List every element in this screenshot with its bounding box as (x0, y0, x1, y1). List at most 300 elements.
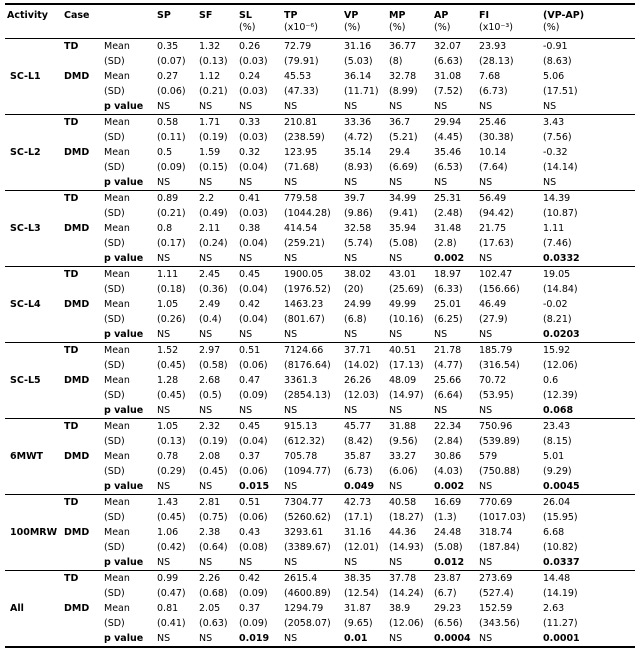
p-value-cell: NS (157, 252, 171, 264)
value-cell: (6.33) (434, 283, 463, 295)
p-value-cell: NS (157, 100, 171, 112)
value-cell: (7.52) (434, 85, 463, 97)
value-cell: (0.11) (157, 131, 186, 143)
p-value-cell: 0.0045 (543, 480, 580, 492)
stat-label: (SD) (104, 283, 125, 295)
value-cell: 34.99 (387, 191, 432, 207)
case-cell: TD (62, 343, 102, 374)
case-cell (62, 175, 102, 191)
p-value-cell: NS (434, 100, 448, 112)
p-value-cell: NS (199, 328, 213, 340)
value-cell: 2.2 (197, 191, 237, 207)
value-cell: 0.6 (543, 374, 559, 386)
value-cell: 32.58 (344, 222, 372, 234)
value-cell: 35.94 (389, 222, 417, 234)
p-value-cell: NS (199, 100, 213, 112)
value-cell: 2.49 (199, 298, 221, 310)
value-cell: (8.93) (344, 161, 373, 173)
value-cell: (6.63) (434, 55, 463, 67)
value-cell: (14.24) (389, 587, 424, 599)
stat-label: (SD) (104, 85, 125, 97)
value-cell: 31.08 (434, 70, 462, 82)
value-cell: (4.45) (434, 131, 463, 143)
value-cell: (0.42) (157, 541, 186, 553)
activity-cell: SC-L1 (5, 39, 62, 115)
value-cell: 35.14 (344, 146, 372, 158)
p-value-cell: NS (543, 176, 557, 188)
value-cell: 56.49 (477, 191, 541, 207)
value-cell: 1.71 (197, 115, 237, 131)
value-cell: (8.99) (389, 85, 418, 97)
value-cell: (6.25) (434, 313, 463, 325)
value-cell: 7124.66 (282, 343, 342, 359)
value-cell: (8.15) (543, 435, 572, 447)
value-cell: (12.06) (543, 359, 578, 371)
table-row (5, 39, 635, 55)
p-value-cell: NS (479, 328, 493, 340)
value-cell: (4.03) (434, 465, 463, 477)
p-value-cell: NS (157, 556, 171, 568)
column-unit (104, 22, 153, 34)
value-cell: 46.49 (479, 298, 507, 310)
value-cell: (0.19) (199, 131, 228, 143)
value-cell: 3361.3 (284, 374, 318, 386)
value-cell: (0.09) (239, 389, 268, 401)
value-cell: (0.64) (199, 541, 228, 553)
p-value-cell: NS (284, 252, 298, 264)
value-cell: (316.54) (479, 359, 520, 371)
value-cell: 0.43 (239, 526, 261, 538)
value-cell: (20) (344, 283, 364, 295)
p-value-cell: NS (479, 252, 493, 264)
value-cell: 0.38 (239, 222, 261, 234)
column-header-vp (342, 4, 387, 39)
p-value-cell: NS (434, 328, 448, 340)
value-cell: (0.26) (157, 313, 186, 325)
value-cell: (5260.62) (284, 511, 331, 523)
table-row (5, 419, 635, 435)
value-cell: 70.72 (479, 374, 507, 386)
value-cell: (11.27) (543, 617, 578, 629)
value-cell: (17.63) (479, 237, 514, 249)
value-cell: (10.82) (543, 541, 578, 553)
value-cell: (539.89) (479, 435, 520, 447)
value-cell: (14.02) (344, 359, 379, 371)
value-cell: (18.27) (389, 511, 424, 523)
column-label: AP (434, 10, 449, 21)
value-cell: (0.18) (157, 283, 186, 295)
p-value-cell: NS (389, 252, 403, 264)
case-cell: TD (62, 39, 102, 70)
value-cell: (0.06) (239, 511, 268, 523)
value-cell: (7.64) (479, 161, 508, 173)
value-cell: 45.77 (342, 419, 387, 435)
value-cell: 0.45 (237, 419, 282, 435)
table-body (5, 39, 635, 648)
value-cell: (11.71) (344, 85, 379, 97)
value-cell: (8.63) (543, 55, 572, 67)
value-cell: 39.7 (342, 191, 387, 207)
value-cell: 26.26 (344, 374, 372, 386)
value-cell: 1.32 (197, 39, 237, 55)
stat-label: (SD) (104, 435, 125, 447)
value-cell: 25.01 (434, 298, 462, 310)
value-cell: (0.45) (199, 465, 228, 477)
p-value-cell: 0.0337 (543, 556, 580, 568)
value-cell: 750.96 (477, 419, 541, 435)
stat-label: Mean (104, 70, 130, 82)
value-cell: (7.46) (543, 237, 572, 249)
value-cell: (17.13) (389, 359, 424, 371)
activity-cell: SC-L3 (5, 191, 62, 267)
column-unit: (%) (543, 22, 560, 33)
value-cell: 26.04 (541, 495, 635, 511)
p-value-cell: 0.0001 (543, 632, 580, 644)
value-cell: 0.32 (239, 146, 261, 158)
p-value-cell: NS (344, 404, 358, 416)
value-cell: 0.89 (155, 191, 197, 207)
value-cell: 35.87 (344, 450, 372, 462)
value-cell: (6.69) (389, 161, 418, 173)
value-cell: (47.33) (284, 85, 319, 97)
value-cell: -0.02 (543, 298, 568, 310)
stat-label: Mean (102, 191, 155, 207)
value-cell: (0.07) (157, 55, 186, 67)
table-row (5, 251, 635, 267)
stat-label: Mean (104, 526, 130, 538)
stat-label: (SD) (104, 511, 125, 523)
case-cell (62, 631, 102, 647)
value-cell: 0.47 (239, 374, 261, 386)
value-cell: (0.45) (157, 359, 186, 371)
table-row (5, 571, 635, 587)
value-cell: (0.04) (239, 161, 268, 173)
value-cell: (0.06) (239, 465, 268, 477)
value-cell: 0.51 (237, 343, 282, 359)
value-cell: 915.13 (282, 419, 342, 435)
p-value-cell: 0.002 (434, 480, 465, 492)
value-cell: (1.3) (434, 511, 457, 523)
value-cell: 0.8 (157, 222, 173, 234)
value-cell: (801.67) (284, 313, 325, 325)
column-label: SL (239, 10, 252, 21)
value-cell: 1.59 (199, 146, 221, 158)
value-cell: (4.72) (344, 131, 373, 143)
value-cell: 1.05 (155, 419, 197, 435)
activity-cell: 6MWT (5, 419, 62, 495)
activity-cell: SC-L2 (5, 115, 62, 191)
value-cell: 1.06 (157, 526, 179, 538)
column-label: SP (157, 10, 171, 21)
value-cell: (10.87) (543, 207, 578, 219)
case-cell (62, 479, 102, 495)
value-cell: 72.79 (282, 39, 342, 55)
p-value-cell: NS (344, 100, 358, 112)
value-cell: 5.06 (543, 70, 565, 82)
p-value-cell: 0.012 (434, 556, 465, 568)
value-cell: 273.69 (477, 571, 541, 587)
value-cell: (0.45) (157, 511, 186, 523)
case-cell (62, 327, 102, 343)
value-cell: 0.81 (157, 602, 179, 614)
p-value-cell: NS (157, 632, 171, 644)
column-header-mp (387, 4, 432, 39)
value-cell: (0.5) (199, 389, 222, 401)
value-cell: 318.74 (479, 526, 513, 538)
p-value-cell: NS (389, 176, 403, 188)
value-cell: 40.58 (387, 495, 432, 511)
value-cell: (9.41) (389, 207, 418, 219)
value-cell: (1017.03) (479, 511, 526, 523)
value-cell: 0.24 (239, 70, 261, 82)
value-cell: (12.06) (389, 617, 424, 629)
stat-label: (SD) (104, 161, 125, 173)
value-cell: (94.42) (479, 207, 514, 219)
value-cell: (5.03) (344, 55, 373, 67)
p-value-cell: NS (157, 328, 171, 340)
value-cell: 0.37 (239, 450, 261, 462)
value-cell: 36.14 (344, 70, 372, 82)
p-value-cell: NS (344, 328, 358, 340)
value-cell: (4600.89) (284, 587, 331, 599)
p-value-label: p value (104, 556, 144, 568)
stat-label: Mean (104, 602, 130, 614)
p-value-label: p value (104, 176, 144, 188)
case-cell: DMD (64, 222, 90, 234)
value-cell: 37.78 (387, 571, 432, 587)
case-cell: TD (62, 267, 102, 298)
p-value-cell: 0.019 (239, 632, 270, 644)
value-cell: (0.47) (157, 587, 186, 599)
column-label: SF (199, 10, 213, 21)
value-cell: (6.53) (434, 161, 463, 173)
column-unit: (%) (389, 22, 406, 33)
value-cell: (0.04) (239, 313, 268, 325)
value-cell: 1900.05 (282, 267, 342, 283)
value-cell: 6.68 (543, 526, 565, 538)
value-cell: (0.17) (157, 237, 186, 249)
column-unit: (x10⁻⁶) (284, 22, 318, 33)
value-cell: (25.69) (389, 283, 424, 295)
value-cell: (0.03) (239, 207, 268, 219)
value-cell: 25.31 (432, 191, 477, 207)
value-cell: (750.88) (479, 465, 520, 477)
p-value-cell: NS (389, 404, 403, 416)
value-cell: 5.01 (543, 450, 565, 462)
value-cell: 779.58 (282, 191, 342, 207)
value-cell: (8.42) (344, 435, 373, 447)
value-cell: (6.64) (434, 389, 463, 401)
stat-label: (SD) (104, 207, 125, 219)
column-unit (64, 22, 100, 34)
value-cell: (0.24) (199, 237, 228, 249)
p-value-cell: NS (199, 480, 213, 492)
value-cell: 29.94 (432, 115, 477, 131)
stat-label: (SD) (104, 237, 125, 249)
value-cell: 1.05 (157, 298, 179, 310)
column-header-activity (5, 4, 62, 39)
p-value-cell: 0.01 (344, 632, 368, 644)
value-cell: 0.41 (237, 191, 282, 207)
table-row (5, 479, 635, 495)
value-cell: 1.52 (155, 343, 197, 359)
value-cell: 30.86 (434, 450, 462, 462)
table-row (5, 267, 635, 283)
value-cell: 2.05 (199, 602, 221, 614)
value-cell: 152.59 (479, 602, 513, 614)
p-value-cell: NS (344, 556, 358, 568)
value-cell: 0.37 (239, 602, 261, 614)
stat-label: (SD) (104, 313, 125, 325)
value-cell: 2.26 (197, 571, 237, 587)
case-cell: DMD (64, 70, 90, 82)
value-cell: (0.15) (199, 161, 228, 173)
case-cell: TD (62, 191, 102, 222)
column-label: Activity (7, 10, 48, 21)
p-value-cell: NS (239, 404, 253, 416)
value-cell: (0.04) (239, 283, 268, 295)
column-label: MP (389, 10, 406, 21)
p-value-label: p value (104, 328, 144, 340)
value-cell: (12.01) (344, 541, 379, 553)
column-label: VP (344, 10, 359, 21)
value-cell: 23.87 (432, 571, 477, 587)
p-value-cell: NS (389, 328, 403, 340)
p-value-cell: NS (434, 404, 448, 416)
value-cell: 770.69 (477, 495, 541, 511)
p-value-cell: NS (199, 252, 213, 264)
value-cell: (71.68) (284, 161, 319, 173)
value-cell: 1.43 (155, 495, 197, 511)
value-cell: (2058.07) (284, 617, 331, 629)
value-cell: 36.77 (387, 39, 432, 55)
value-cell: (156.66) (479, 283, 520, 295)
value-cell: 33.27 (389, 450, 417, 462)
value-cell: 33.36 (342, 115, 387, 131)
value-cell: 31.88 (387, 419, 432, 435)
p-value-cell: NS (239, 100, 253, 112)
stat-label: (SD) (104, 55, 125, 67)
stat-label: Mean (102, 419, 155, 435)
value-cell: 16.69 (432, 495, 477, 511)
value-cell: 3.43 (541, 115, 635, 131)
header-row (5, 4, 635, 39)
table-row (5, 191, 635, 207)
table-row (5, 555, 635, 571)
value-cell: (0.09) (239, 587, 268, 599)
value-cell: 3293.61 (284, 526, 324, 538)
p-value-cell: NS (479, 100, 493, 112)
value-cell: 0.42 (239, 298, 261, 310)
table-row (5, 373, 635, 388)
p-value-cell: NS (344, 252, 358, 264)
value-cell: (6.8) (344, 313, 367, 325)
value-cell: 1.12 (199, 70, 221, 82)
value-cell: -0.32 (543, 146, 568, 158)
value-cell: (9.65) (344, 617, 373, 629)
table-header (5, 4, 635, 39)
value-cell: (0.49) (199, 207, 228, 219)
value-cell: (9.86) (344, 207, 373, 219)
value-cell: (0.09) (239, 617, 268, 629)
value-cell: 40.51 (387, 343, 432, 359)
table-row (5, 175, 635, 191)
value-cell: (4.77) (434, 359, 463, 371)
value-cell: 0.99 (155, 571, 197, 587)
value-cell: 0.26 (237, 39, 282, 55)
value-cell: 0.35 (155, 39, 197, 55)
value-cell: 38.35 (342, 571, 387, 587)
p-value-cell: 0.0203 (543, 328, 580, 340)
stat-label: Mean (102, 267, 155, 283)
value-cell: 2.63 (543, 602, 565, 614)
p-value-cell: NS (157, 404, 171, 416)
value-cell: (15.95) (543, 511, 578, 523)
value-cell: 0.78 (157, 450, 179, 462)
value-cell: 45.53 (284, 70, 312, 82)
stat-label: Mean (102, 571, 155, 587)
case-cell: DMD (64, 450, 90, 462)
p-value-label: p value (104, 632, 144, 644)
table-row (5, 343, 635, 359)
value-cell: (79.91) (284, 55, 319, 67)
value-cell: (0.03) (239, 55, 268, 67)
value-cell: 49.99 (389, 298, 417, 310)
value-cell: (2.48) (434, 207, 463, 219)
value-cell: 23.43 (541, 419, 635, 435)
activity-cell: SC-L5 (5, 343, 62, 419)
column-unit: (x10⁻³) (479, 22, 513, 33)
case-cell (62, 99, 102, 115)
value-cell: (0.03) (239, 131, 268, 143)
value-cell: 7.68 (479, 70, 501, 82)
value-cell: 2.11 (199, 222, 221, 234)
value-cell: 0.5 (157, 146, 173, 158)
column-header-ap (432, 4, 477, 39)
activity-cell: All (5, 571, 62, 648)
value-cell: 25.66 (434, 374, 462, 386)
value-cell: (0.29) (157, 465, 186, 477)
value-cell: (6.73) (479, 85, 508, 97)
table-row (5, 145, 635, 160)
value-cell: (0.13) (199, 55, 228, 67)
value-cell: 42.73 (342, 495, 387, 511)
table-row (5, 525, 635, 540)
value-cell: (0.04) (239, 237, 268, 249)
p-value-label: p value (104, 252, 144, 264)
column-unit (157, 22, 195, 34)
value-cell: (5.08) (434, 541, 463, 553)
value-cell: 48.09 (389, 374, 417, 386)
value-cell: (527.4) (479, 587, 514, 599)
p-value-cell: 0.0004 (434, 632, 471, 644)
stat-label: Mean (102, 115, 155, 131)
p-value-cell: NS (199, 632, 213, 644)
column-unit (199, 22, 235, 34)
column-header-tp (282, 4, 342, 39)
value-cell: 2.32 (197, 419, 237, 435)
value-cell: (0.58) (199, 359, 228, 371)
activity-cell: SC-L4 (5, 267, 62, 343)
value-cell: (0.68) (199, 587, 228, 599)
value-cell: (5.08) (389, 237, 418, 249)
value-cell: 7304.77 (282, 495, 342, 511)
p-value-cell: NS (157, 176, 171, 188)
value-cell: (0.06) (239, 359, 268, 371)
p-value-cell: 0.049 (344, 480, 375, 492)
p-value-cell: NS (284, 480, 298, 492)
value-cell: (0.19) (199, 435, 228, 447)
